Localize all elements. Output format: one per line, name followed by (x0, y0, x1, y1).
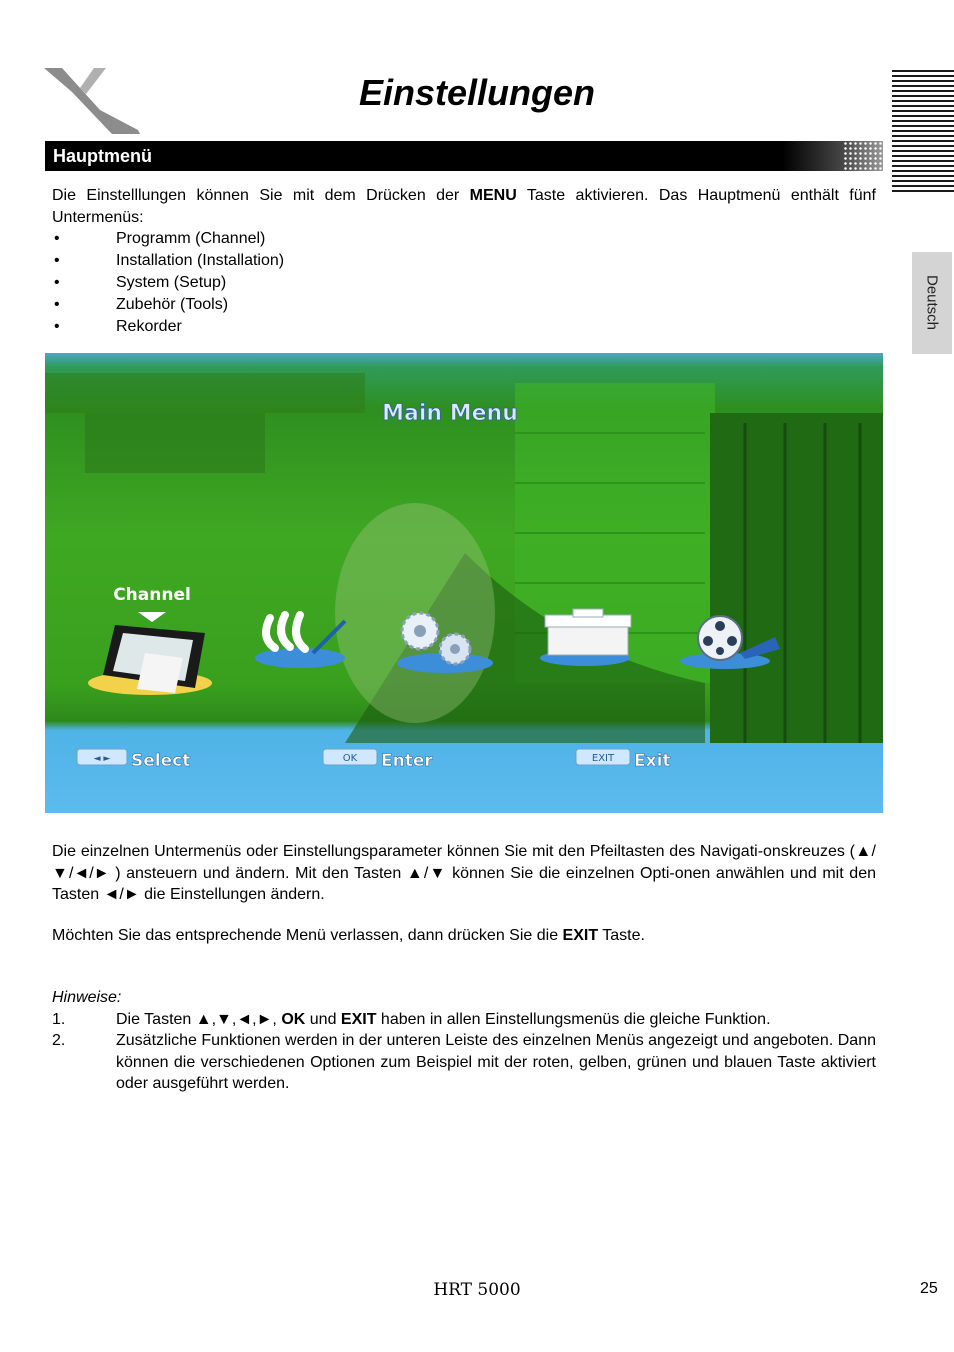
language-tab (912, 252, 952, 354)
intro-block (52, 185, 876, 338)
model-name: HRT 5000 (433, 1280, 521, 1300)
channel-icon[interactable] (88, 625, 212, 695)
decorative-stripes (892, 70, 954, 196)
list-item: • Rekorder (52, 316, 876, 338)
screen-title: Main Menu (382, 401, 518, 426)
navigation-paragraph: Die einzelnen Untermenüs oder Einstellungsparameter können Sie mit den Pfeiltasten des Navigati-onskreuzes (▲/▼/◄/► ) ansteuern und ändern. Mit den Tasten ▲/▼ können Sie die einzelnen Opti-onen anwählen und mit den Tasten ◄/► die Einstellungen ändern. (52, 843, 876, 903)
svg-text:EXIT: EXIT (591, 753, 615, 764)
list-item: 1. Die Tasten ▲,▼,◄,►, OK und EXIT haben in allen Einstellungsmenüs die gleiche Funktion. (52, 1010, 771, 1028)
notes-list (52, 1009, 876, 1095)
menu-key-label: MENU (469, 187, 517, 204)
exit-hint (576, 749, 671, 771)
page-number: 25 (920, 1280, 938, 1297)
list-item: 2. Zusätzliche Funktionen werden in der unteren Leiste des einzelnen Menüs angezeigt und angeboten. Dann können die verschiedenen Optionen zum Beispiel mit der roten, gelben, grünen und blauen Taste aktiviert oder ausgeführt werden. (52, 1032, 876, 1092)
submenu-list (52, 228, 876, 338)
list-item: • Zubehör (Tools) (52, 294, 876, 316)
exit-key-label: EXIT (562, 927, 599, 944)
section-title: Hauptmenü (53, 146, 152, 166)
dot-pattern-icon (843, 141, 883, 171)
list-item: • Programm (Channel) (52, 228, 876, 250)
tools-box-icon[interactable] (540, 609, 631, 666)
installation-icon[interactable] (255, 615, 345, 668)
selected-menu-label: Channel (113, 585, 191, 605)
svg-text:OK: OK (342, 753, 358, 764)
section-header (45, 141, 883, 171)
exit-label: Exit (634, 751, 671, 771)
list-item: • Installation (Installation) (52, 250, 876, 272)
enter-label: Enter (381, 751, 433, 771)
exit-paragraph: Möchten Sie das entsprechende Menü verlassen, dann drücken Sie die EXIT Taste. (52, 927, 645, 944)
intro-paragraph: Die Einstelllungen können Sie mit dem Drücken der MENU Taste aktivieren. Das Hauptmenü enthält fünf Untermenüs: (52, 187, 876, 226)
main-menu-screenshot (45, 353, 883, 813)
svg-text:◄ ►: ◄ ► (93, 754, 111, 764)
page-title: Einstellungen (358, 72, 596, 113)
select-label: Select (131, 751, 191, 771)
select-hint (77, 749, 190, 771)
notes-heading: Hinweise: (52, 989, 122, 1006)
notes-block (52, 987, 876, 1095)
enter-hint (323, 749, 433, 771)
list-item: • System (Setup) (52, 272, 876, 294)
language-tab-label: Deutsch (923, 275, 941, 331)
